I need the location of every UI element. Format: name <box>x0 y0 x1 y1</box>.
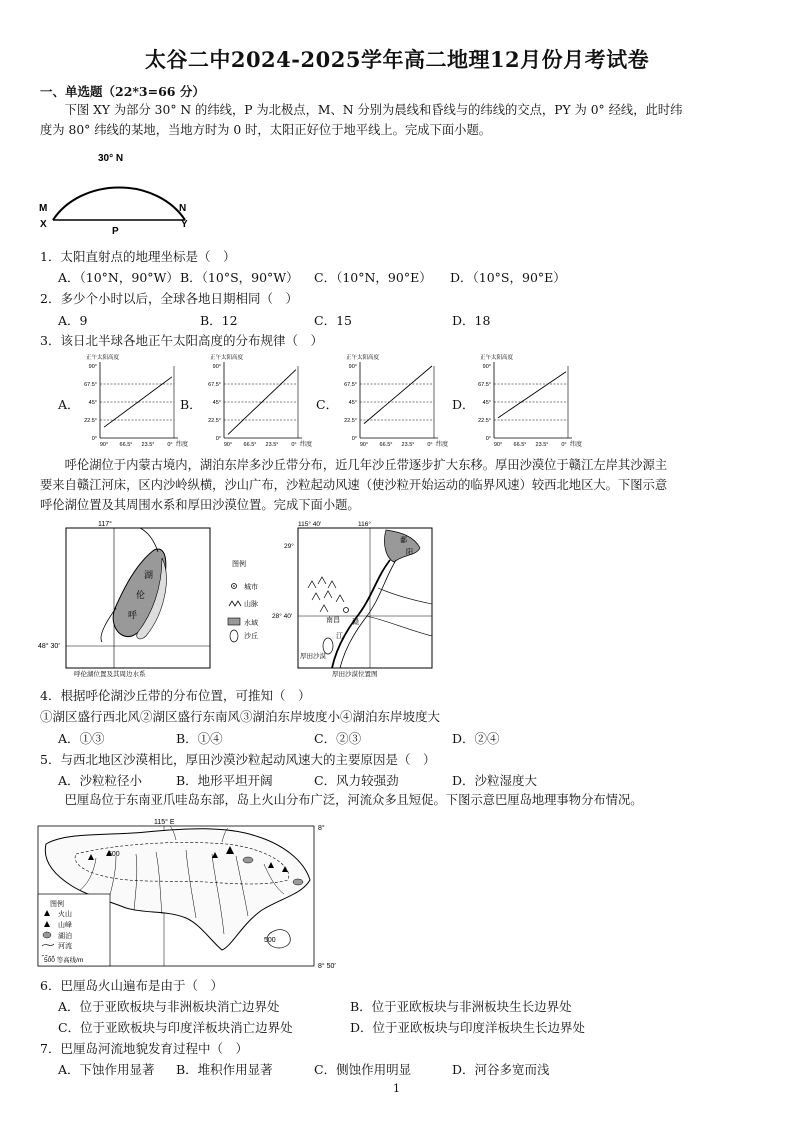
x-tick-label: 66.5° <box>243 442 257 448</box>
chart-ylabel: 正午太阳高度 <box>346 355 380 361</box>
y-tick-label: 0° <box>91 436 97 442</box>
x-tick-label: 90° <box>99 442 109 448</box>
y-tick-label: 45° <box>482 400 491 406</box>
y-tick-label: 67.5° <box>478 382 491 388</box>
option-c[interactable]: C． <box>316 397 339 412</box>
exam-title: 太谷二中2024-2025学年高二地理12月份月考试卷 <box>144 47 650 72</box>
y-tick-label: 22.5° <box>478 418 491 424</box>
option-a[interactable]: A．下蚀作用显著 <box>58 1062 155 1077</box>
gan-river <box>332 560 390 668</box>
chart-xlabel: 纬度 <box>570 442 583 448</box>
chart-xlabel: 纬度 <box>436 442 449 448</box>
river-label: 江 <box>336 633 343 640</box>
lake-icon <box>43 932 51 938</box>
x-tick-label: 90° <box>223 442 233 448</box>
noon-altitude-chart-b <box>200 352 314 452</box>
x-tick-label: 90° <box>359 442 369 448</box>
fig1-label-y: Y <box>181 219 188 230</box>
y-tick-label: 67.5° <box>84 382 97 388</box>
legend-title: 图例 <box>232 561 246 568</box>
contour-label: 500 <box>264 937 276 944</box>
chart-ylabel: 正午太阳高度 <box>480 355 514 361</box>
mountain-icon <box>229 601 241 606</box>
passage-3: 巴厘岛位于东南亚爪哇岛东部，岛上火山分布广泛，河流众多且短促。下图示意巴厘岛地理事物分布情况。 <box>64 793 643 807</box>
y-tick-label: 90° <box>348 364 357 370</box>
option-b[interactable]: B． <box>180 397 202 412</box>
lon-label: 115° E <box>154 819 175 826</box>
legend-city: 城市 <box>244 584 258 591</box>
y-tick-label: 45° <box>88 400 97 406</box>
x-tick-label: 23.5° <box>401 442 415 448</box>
city-label: 南昌 <box>326 617 340 624</box>
option-a[interactable]: A．9 <box>58 313 88 328</box>
chart-xlabel: 纬度 <box>300 442 313 448</box>
legend-contour: 500 等高线/m <box>44 957 84 964</box>
question-5-options <box>58 771 537 789</box>
right-map-caption: 厚田沙漠位置图 <box>332 671 378 678</box>
question-2-stem: 2．多少个小时以后，全球各地日期相同（ ） <box>40 291 298 306</box>
lat-bottom-label: 8° 50′ <box>318 963 336 970</box>
question-7-stem: 7．巴厘岛河流地貌发育过程中（ ） <box>40 1041 248 1056</box>
altitude-line <box>498 372 566 418</box>
hulun-houtian-map <box>36 518 436 682</box>
option-b[interactable]: B．堆积作用显著 <box>176 1062 273 1077</box>
fig1-top-label: 30° N <box>98 153 124 164</box>
option-d[interactable]: D．18 <box>452 313 491 328</box>
contour-label: 500 <box>108 851 120 858</box>
houtian-dune <box>323 638 333 654</box>
nanchang-icon <box>344 608 349 613</box>
x-tick-label: 90° <box>493 442 503 448</box>
noon-altitude-chart-a <box>76 352 190 452</box>
x-tick-label: 0° <box>167 442 173 448</box>
fig1-label-x: X <box>40 219 47 230</box>
option-c[interactable]: C．位于亚欧板块与印度洋板块消亡边界处 <box>58 1020 293 1035</box>
passage-1 <box>40 100 760 140</box>
option-a[interactable]: A．位于亚欧板块与非洲板块消亡边界处 <box>58 999 280 1014</box>
x-tick-label: 0° <box>427 442 433 448</box>
y-tick-label: 0° <box>485 436 491 442</box>
dune-icon <box>230 630 238 642</box>
section-heading: 一、单选题（22*3=66 分） <box>40 84 205 99</box>
option-b[interactable]: B．①④ <box>176 731 223 746</box>
option-b[interactable]: B．12 <box>200 313 238 328</box>
question-1-stem: 1．太阳直射点的地理坐标是（ ） <box>40 249 236 264</box>
lon-11540-label: 115° 40′ <box>298 521 322 528</box>
option-a[interactable]: A．（10°N，90°W） <box>58 270 179 285</box>
option-a[interactable]: A． <box>58 397 80 412</box>
option-c[interactable]: C．②③ <box>314 731 362 746</box>
option-a[interactable]: A．①③ <box>58 731 105 746</box>
passage-1-line: 下图 XY 为部分 30° N 的纬线，P 为北极点，M、N 分别为晨线和昏线与的纬线的交点，PY 为 0° 经线，此时纬 <box>64 103 683 117</box>
bali-legend <box>38 894 110 966</box>
question-3-stem: 3．该日北半球各地正午太阳高度的分布规律（ ） <box>40 333 323 348</box>
question-5-stem: 5．与西北地区沙漠相比，厚田沙漠沙粒起动风速大的主要原因是（ ） <box>40 752 436 767</box>
lat-2840-label: 28° 40′ <box>272 613 293 620</box>
legend-dune: 沙丘 <box>244 633 258 640</box>
chart-ylabel: 正午太阳高度 <box>210 355 244 361</box>
legend-volcano: 火山 <box>58 911 72 918</box>
option-d[interactable]: D．（10°S，90°E） <box>450 270 566 285</box>
y-tick-label: 22.5° <box>208 418 221 424</box>
question-6-stem: 6．巴厘岛火山遍布是由于（ ） <box>40 978 223 993</box>
option-d[interactable]: D． <box>452 397 475 412</box>
option-b[interactable]: B．位于亚欧板块与非洲板块生长边界处 <box>350 999 572 1014</box>
altitude-line <box>364 366 432 424</box>
left-map-caption: 呼伦湖位置及其周边水系 <box>74 671 146 678</box>
option-d[interactable]: D．河谷多宽而浅 <box>452 1062 550 1077</box>
question-4-stem: 4．根据呼伦湖沙丘带的分布位置，可推知（ ） <box>40 688 311 703</box>
x-tick-label: 23.5° <box>535 442 549 448</box>
y-tick-label: 90° <box>482 364 491 370</box>
option-c[interactable]: C．侧蚀作用明显 <box>314 1062 412 1077</box>
y-tick-label: 0° <box>215 436 221 442</box>
noon-altitude-chart-d <box>470 352 584 452</box>
water-icon <box>228 618 240 625</box>
x-tick-label: 23.5° <box>141 442 155 448</box>
y-tick-label: 0° <box>351 436 357 442</box>
mountain-range <box>308 577 344 612</box>
passage-2-line: 呼伦湖位置及其周围水系和厚田沙漠位置。完成下面小题。 <box>40 498 360 512</box>
lake-icon <box>293 879 303 885</box>
option-d[interactable]: D．②④ <box>452 731 500 746</box>
option-b[interactable]: B．（10°S，90°W） <box>180 270 299 285</box>
y-tick-label: 90° <box>88 364 97 370</box>
lake-char: 湖 <box>144 570 154 580</box>
fig1-label-p: P <box>112 226 119 237</box>
poyang-char: 阳 <box>406 549 413 556</box>
x-tick-label: 66.5° <box>119 442 133 448</box>
y-tick-label: 22.5° <box>344 418 357 424</box>
question-2-options <box>58 311 490 329</box>
lake-icon <box>243 857 253 863</box>
x-tick-label: 66.5° <box>513 442 527 448</box>
passage-2-line: 呼伦湖位于内蒙古境内，湖泊东岸多沙丘带分布，近几年沙丘带逐步扩大东移。厚田沙漠位于赣江左岸其沙源主 <box>64 458 668 472</box>
chart-xlabel: 纬度 <box>176 442 189 448</box>
passage-1-line: 度为 80° 纬线的某地，当地方时为 0 时，太阳正好位于地平线上。完成下面小题。 <box>40 123 492 137</box>
question-7-options <box>58 1060 550 1078</box>
lat-4830-label: 48° 30′ <box>38 643 60 650</box>
semicircle-diagram <box>36 148 206 240</box>
bali-map <box>36 814 366 972</box>
passage-2-line: 要来自赣江河床，区内沙岭纵横，沙山广布，沙粒起动风速（使沙粒开始运动的临界风速）较西北地区大。下图示意 <box>40 478 668 492</box>
question-1-options <box>58 268 566 286</box>
lon-117-label: 117° <box>98 521 112 528</box>
poyang-lake <box>384 530 420 562</box>
legend-lake: 湖泊 <box>58 933 72 940</box>
y-tick-label: 45° <box>348 400 357 406</box>
passage-2 <box>40 455 762 515</box>
option-d[interactable]: D．沙粒湿度大 <box>452 773 538 788</box>
river-label: 赣 <box>352 619 359 626</box>
page-number: 1 <box>393 1082 400 1095</box>
option-b[interactable]: B．地形平坦开阔 <box>176 773 273 788</box>
y-tick-label: 67.5° <box>208 382 221 388</box>
option-d[interactable]: D．位于亚欧板块与印度洋板块生长边界处 <box>350 1020 586 1035</box>
option-c[interactable]: C．（10°N，90°E） <box>314 270 432 285</box>
question-4-statements: ①湖区盛行西北风②湖区盛行东南风③湖泊东岸坡度小④湖泊东岸坡度大 <box>40 709 441 724</box>
legend-title: 图例 <box>50 901 64 908</box>
x-tick-label: 23.5° <box>265 442 279 448</box>
poyang-char: 鄱 <box>400 537 407 544</box>
option-c[interactable]: C．风力较强劲 <box>314 773 399 788</box>
legend-water: 水域 <box>244 620 258 627</box>
fig1-label-m: M <box>39 203 48 214</box>
legend-river: 河流 <box>58 943 72 950</box>
lat-top-label: 8° <box>318 825 325 832</box>
lake-char: 呼 <box>128 610 138 620</box>
noon-altitude-chart-c <box>336 352 450 452</box>
y-tick-label: 45° <box>212 400 221 406</box>
fig1-label-n: N <box>179 203 187 214</box>
desert-label: 厚田沙漠 <box>300 653 326 660</box>
lon-116-label: 116° <box>358 521 371 528</box>
lat-29-label: 29° <box>284 543 294 550</box>
lake-char: 伦 <box>136 590 146 600</box>
y-tick-label: 22.5° <box>84 418 97 424</box>
x-tick-label: 0° <box>291 442 297 448</box>
question-4-options <box>58 729 500 747</box>
x-tick-label: 0° <box>561 442 567 448</box>
legend-peak: 山峰 <box>58 922 72 929</box>
x-tick-label: 66.5° <box>379 442 393 448</box>
chart-ylabel: 正午太阳高度 <box>86 355 120 361</box>
legend-mountain: 山脉 <box>244 601 258 608</box>
latitude-arc <box>53 187 185 220</box>
option-a[interactable]: A．沙粒粒径小 <box>58 773 143 788</box>
option-c[interactable]: C．15 <box>314 313 352 328</box>
y-tick-label: 67.5° <box>344 382 357 388</box>
y-tick-label: 90° <box>212 364 221 370</box>
